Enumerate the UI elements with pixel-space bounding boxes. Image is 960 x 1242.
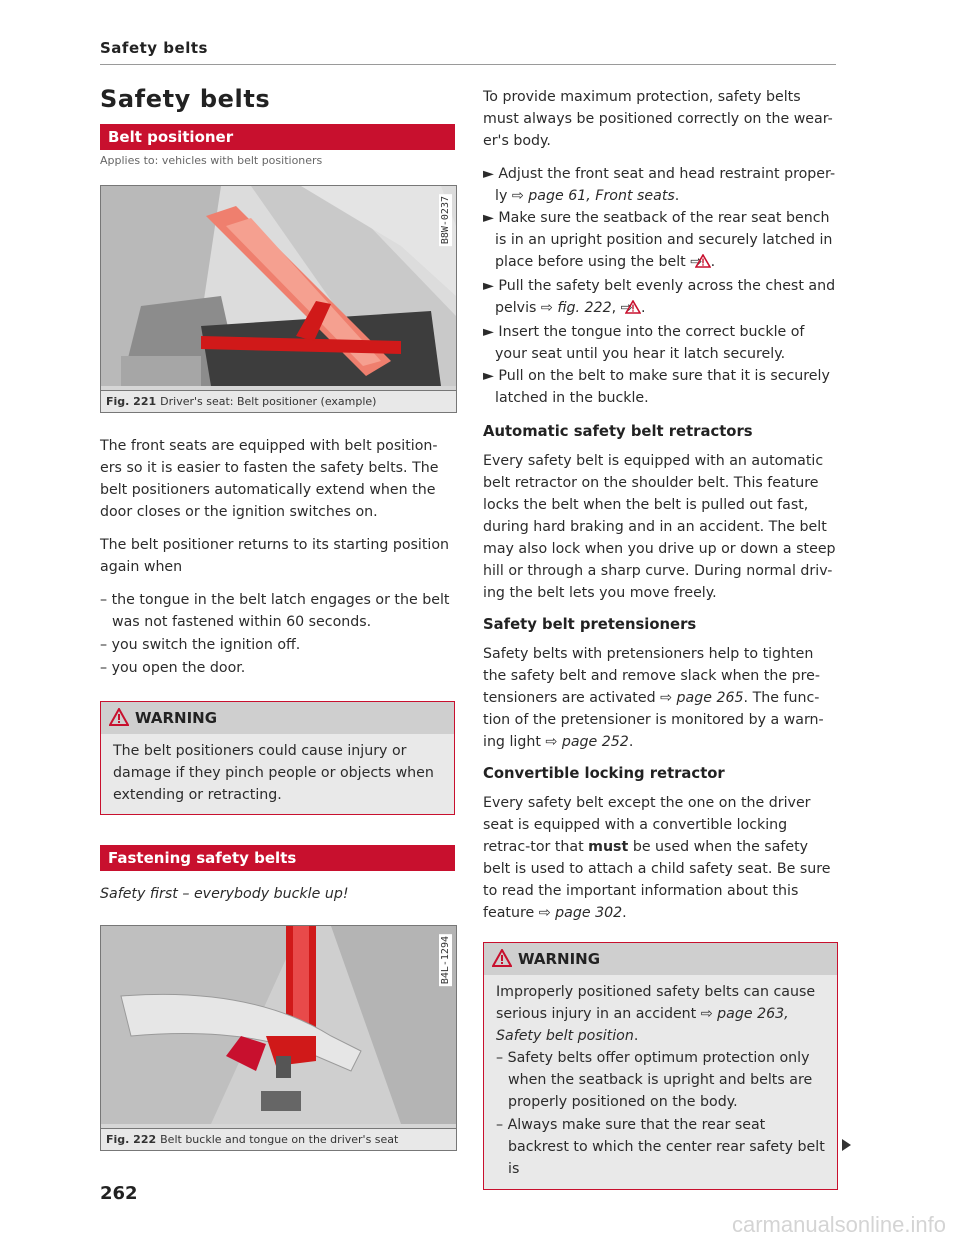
figure-caption <box>101 390 456 412</box>
tagline: Safety first – everybody buckle up! <box>100 886 349 902</box>
intro-paragraph: To provide maximum protection, safety belts must always be positioned correctly on the wear-er's body. <box>483 89 833 149</box>
step-item: ► Insert the tongue into the correct buckle of your seat until you hear it latch securely. <box>483 324 805 362</box>
right-column <box>483 86 838 1190</box>
warning-box <box>100 701 455 815</box>
step-item: ► Pull the safety belt evenly across the chest and pelvis ⇨ fig. 222, ⇨ . <box>483 275 838 321</box>
figure-caption-text: Driver's seat: Belt positioner (example) <box>160 395 377 408</box>
paragraph-text: . The func-tion of the pretensioner is monitored by a warn-ing light ⇨ <box>483 690 824 750</box>
warning-header <box>484 943 837 975</box>
left-column <box>100 84 455 1151</box>
paragraph-text: Safety belts with pretensioners help to tighten the safety belt and remove slack when the pre-tensioners are activated ⇨ <box>483 646 820 706</box>
warning-dash-item: – Always make sure that the rear seat backrest to which the center rear safety belt is <box>496 1117 825 1177</box>
subheading: Convertible locking retractor <box>483 765 725 782</box>
figure-code: B4L-1294 <box>440 936 451 985</box>
paragraph: Every safety belt is equipped with an automatic belt retractor on the shoulder belt. This feature locks the belt when the belt is pulled out fast, during hard braking and in an accident. The belt may also lock when you drive up or down a steep hill or through a sharp curve. During normal driv-ing the belt lets you move freely. <box>483 453 836 601</box>
applies-note: Applies to: vehicles with belt positioners <box>100 154 323 167</box>
dash-item: – you switch the ignition off. <box>100 637 301 653</box>
running-header <box>100 38 836 65</box>
warning-text-part: Improperly positioned safety belts can cause serious injury in an accident ⇨ <box>496 984 816 1022</box>
section-bar-fastening: Fastening safety belts <box>100 845 455 871</box>
step-text: ► Adjust the front seat and head restraint proper-ly ⇨ <box>483 166 836 204</box>
figure-caption-text: Belt buckle and tongue on the driver's seat <box>160 1133 399 1146</box>
figure-221 <box>100 185 457 413</box>
warning-title: WARNING <box>135 709 218 727</box>
figure-number: Fig. 222 <box>106 1133 157 1146</box>
running-header-title: Safety belts <box>100 39 208 57</box>
figure-reference-link[interactable]: fig. 222 <box>557 300 612 316</box>
dash-item: – the tongue in the belt latch engages or the belt was not fastened within 60 seconds. <box>100 592 450 630</box>
page-reference-link[interactable]: page 263, Safety belt position <box>496 1006 789 1044</box>
warning-box <box>483 942 838 1190</box>
figure-caption <box>101 1128 456 1150</box>
belt-buckle-illustration <box>101 926 456 1124</box>
paragraph: The front seats are equipped with belt position-ers so it is easier to fasten the safety belts. The belt positioners automatically extend when the door closes or the ignition switches on. <box>100 438 439 520</box>
page-reference-link[interactable]: page 252 <box>561 734 629 750</box>
section-bar-belt-positioner: Belt positioner <box>100 124 455 150</box>
warning-triangle-icon <box>492 946 512 978</box>
belt-positioner-illustration <box>101 186 456 386</box>
warning-text: Improperly positioned safety belts can cause serious injury in an accident ⇨ page 263, Safety belt position. <box>496 984 816 1044</box>
paragraph: The belt positioner returns to its starting position again when <box>100 537 450 575</box>
watermark: carmanualsonline.info <box>731 1212 946 1237</box>
figure-code: B8W-0237 <box>440 196 451 245</box>
step-text: ► Make sure the seatback of the rear seat bench is in an upright position and securely latched in place before using the belt ⇨ <box>483 210 833 270</box>
dash-item: – you open the door. <box>100 660 246 676</box>
paragraph: Safety belts with pretensioners help to tighten the safety belt and remove slack when the pre-tensioners are activated ⇨ page 265. The func-tion of the pretensioner is monitored by a warn-ing light ⇨ page 252. <box>483 646 824 750</box>
page-number: 262 <box>100 1183 138 1204</box>
paragraph-text: Every safety belt except the one on the driver seat is equipped with a convertible locking retrac-tor that <box>483 795 811 855</box>
step-item: ► Pull on the belt to make sure that it is securely latched in the buckle. <box>483 368 830 406</box>
warning-triangle-icon <box>707 253 711 275</box>
subheading: Automatic safety belt retractors <box>483 423 753 440</box>
figure-number: Fig. 221 <box>106 395 157 408</box>
emphasis: must <box>588 839 629 855</box>
warning-title: WARNING <box>518 950 601 968</box>
step-text: ► Pull the safety belt evenly across the chest and pelvis ⇨ <box>483 278 836 316</box>
warning-body <box>484 975 837 1189</box>
page-reference-link[interactable]: page 265 <box>676 690 744 706</box>
page-reference-link[interactable]: page 61, Front seats <box>528 188 675 204</box>
warning-triangle-icon <box>109 705 129 737</box>
warning-text: The belt positioners could cause injury or damage if they pinch people or objects when extending or retracting. <box>101 734 454 814</box>
step-item: ► Adjust the front seat and head restraint proper-ly ⇨ page 61, Front seats. <box>483 166 836 204</box>
figure-222 <box>100 925 457 1151</box>
page-reference-link[interactable]: page 302 <box>555 905 623 921</box>
step-item: ► Make sure the seatback of the rear seat bench is in an upright position and securely latched in place before using the belt ⇨ . <box>483 207 838 275</box>
subheading: Safety belt pretensioners <box>483 616 697 633</box>
warning-header <box>101 702 454 734</box>
paragraph: Every safety belt except the one on the driver seat is equipped with a convertible locking retrac-tor that must be used when the safety belt is used to attach a child safety seat. Be sure to read the important information about this feature ⇨ page 302. <box>483 795 831 921</box>
continue-arrow-icon <box>842 1139 851 1151</box>
warning-dash-item: – Safety belts offer optimum protection only when the seatback is upright and belts are properly positioned on the body. <box>496 1050 813 1110</box>
paragraph-text: be used when the safety belt is used to attach a child safety seat. Be sure to read the important information about this feature ⇨ <box>483 839 831 921</box>
warning-triangle-icon <box>637 299 641 321</box>
page-title: Safety belts <box>100 85 271 113</box>
step-text: , ⇨ <box>611 300 633 316</box>
